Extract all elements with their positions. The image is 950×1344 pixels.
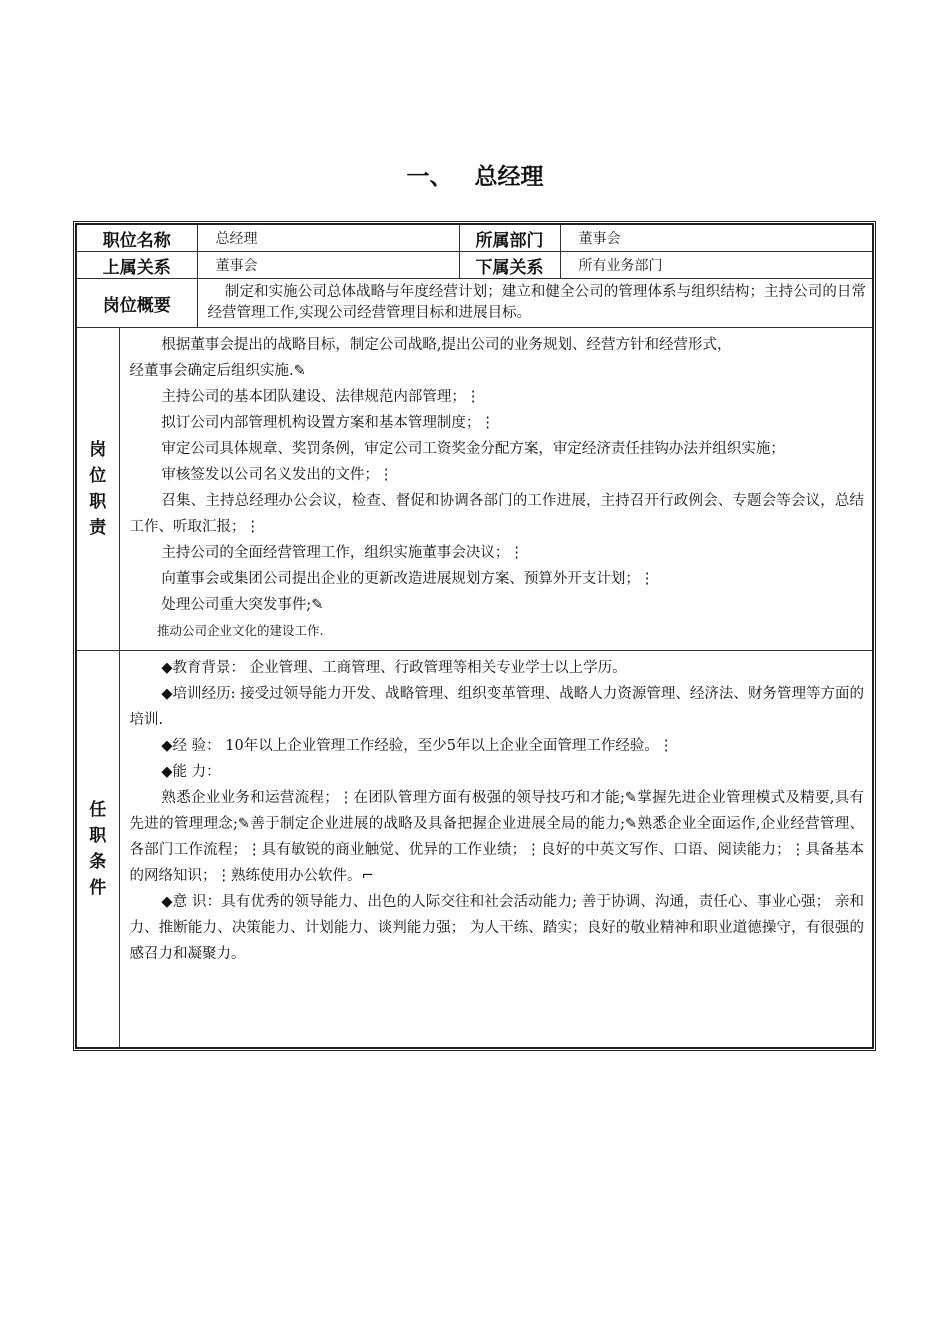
summary-text: 制定和实施公司总体战略与年度经营计划；建立和健全公司的管理体系与组织结构；主持公司的日常经营管理工作,实现公司经营管理目标和进展目标。 xyxy=(197,279,873,328)
duty-item: 经董事会确定后组织实施.✎ xyxy=(129,363,306,379)
duties-label-char: 位 xyxy=(89,466,107,486)
requirement-item: ◆能 力： xyxy=(161,764,221,780)
requirement-item: ◆意 识：具有优秀的领导能力、出色的人际交往和社会活动能力; 善于协调、沟通，责任心、事业心强； 亲和力、推断能力、决策能力、计划能力、谈判能力强； 为人干练、踏实；良好的敬业精神和职业道德操守，有很强的感召力和凝聚力。 xyxy=(129,894,864,962)
duty-item: 审核签发以公司名义发出的文件；⋮ xyxy=(161,467,394,483)
subordinate-value: 所有业务部门 xyxy=(560,252,873,279)
duties-row xyxy=(76,328,873,651)
subordinate-label: 下属关系 xyxy=(459,252,560,279)
duties-content xyxy=(119,328,873,651)
duty-item: 向董事会或集团公司提出企业的更新改造进展规划方案、预算外开支计划；⋮ xyxy=(161,571,655,587)
duty-item: 主持公司的全面经营管理工作，组织实施董事会决议；⋮ xyxy=(161,545,524,561)
requirements-content xyxy=(119,651,873,1049)
duty-item: 拟订公司内部管理机构设置方案和基本管理制度；⋮ xyxy=(161,415,495,431)
requirements-label-char: 条 xyxy=(89,852,107,872)
title-text: 总经理 xyxy=(474,164,544,190)
summary-row xyxy=(76,279,873,328)
duties-label-char: 职 xyxy=(89,492,107,512)
page-title xyxy=(0,158,950,191)
position-label: 职位名称 xyxy=(76,224,197,252)
header-row-1 xyxy=(76,224,873,252)
requirement-item: ◆教育背景： 企业管理、工商管理、行政管理等相关专业学士以上学历。 xyxy=(161,660,627,676)
duty-item: 处理公司重大突发事件;✎ xyxy=(161,597,324,613)
job-description-table xyxy=(75,223,874,1049)
duties-label-char: 责 xyxy=(89,518,107,538)
duties-label xyxy=(76,328,119,651)
duties-label-char: 岗 xyxy=(89,440,107,460)
requirements-label-char: 任 xyxy=(89,800,107,820)
duty-item: 推动公司企业文化的建设工作. xyxy=(157,623,324,638)
duty-item: 主持公司的基本团队建设、法律规范内部管理；⋮ xyxy=(161,389,481,405)
requirement-item: ◆培训经历: 接受过领导能力开发、战略管理、组织变革管理、战略人力资源管理、经济法、财务管理等方面的培训. xyxy=(129,686,864,728)
position-value: 总经理 xyxy=(197,224,459,252)
requirements-label-char: 件 xyxy=(89,878,107,898)
requirements-label-char: 职 xyxy=(89,826,107,846)
requirements-row xyxy=(76,651,873,1049)
dept-label: 所属部门 xyxy=(459,224,560,252)
title-number: 一、 xyxy=(406,164,453,190)
duty-item: 审定公司具体规章、奖罚条例，审定公司工资奖金分配方案，审定经济责任挂钩办法并组织实施； xyxy=(161,441,785,457)
duty-item: 根据董事会提出的战略目标，制定公司战略,提出公司的业务规划、经营方针和经营形式， xyxy=(161,337,732,353)
summary-label: 岗位概要 xyxy=(76,279,197,328)
header-row-2 xyxy=(76,252,873,279)
dept-value: 董事会 xyxy=(560,224,873,252)
superior-label: 上属关系 xyxy=(76,252,197,279)
superior-value: 董事会 xyxy=(197,252,459,279)
requirements-label xyxy=(76,651,119,1049)
duty-item: 召集、主持总经理办公会议，检查、督促和协调各部门的工作进展，主持召开行政例会、专题会等会议，总结工作、听取汇报；⋮ xyxy=(129,493,864,535)
requirement-item: ◆经 验： 10年以上企业管理工作经验，至少5年以上企业全面管理工作经验。⋮ xyxy=(161,738,674,754)
requirement-item: 熟悉企业业务和运营流程；⋮在团队管理方面有极强的领导技巧和才能;✎掌握先进企业管理模式及精要,具有先进的管理理念;✎善于制定企业进展的战略及具备把握企业进展全局的能力;✎熟悉企业全面运作,企业经营管理、各部门工作流程；⋮具有敏锐的商业触觉、优异的工作业绩；⋮良好的中英文写作、口语、阅读能力；⋮具备基本的网络知识；⋮熟练使用办公软件。⌐ xyxy=(129,790,864,884)
